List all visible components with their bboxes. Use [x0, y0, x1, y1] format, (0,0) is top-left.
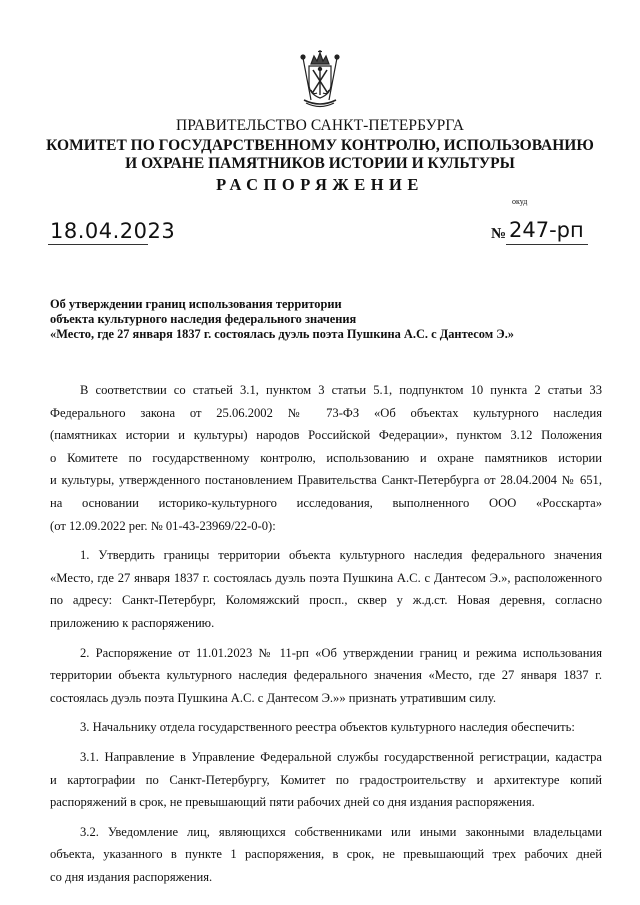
document-date: 18.04.2023	[50, 219, 176, 243]
body-line: «Место, где 27 января 1837 г. состоялась дуэль поэта Пушкина А.С. с Дантесом Э.», расположенного	[50, 570, 602, 585]
body-line: приложению к распоряжению.	[50, 615, 215, 630]
government-title: ПРАВИТЕЛЬСТВО САНКТ-ПЕТЕРБУРГА	[175, 117, 465, 134]
committee-title-line-1: КОМИТЕТ ПО ГОСУДАРСТВЕННОМУ КОНТРОЛЮ, ИСПОЛЬЗОВАНИЮ	[46, 137, 594, 154]
body-paragraph	[50, 821, 602, 889]
body-line: 1. Утвердить границы территории объекта культурного наследия федерального значения	[80, 548, 602, 563]
committee-title-line-2: И ОХРАНЕ ПАМЯТНИКОВ ИСТОРИИ И КУЛЬТУРЫ	[125, 155, 515, 172]
body-line: и культуры, утвержденного постановлением Правительства Санкт-Петербурга от 28.04.2004 № 651,	[50, 473, 602, 488]
body-line: состоялась дуэль поэта Пушкина А.С. с Дантесом Э.»» признать утратившим силу.	[50, 690, 496, 705]
body-line: по адресу: Санкт-Петербург, Коломяжский просп., сквер у ж.д.ст. Новая деревня, согласно	[50, 593, 602, 608]
body-line: на основании историко-культурного исследования, выполненного ООО «Росскарта»	[50, 495, 602, 510]
body-line: и картографии по Санкт-Петербургу, Комитет по градостроительству и архитектуре копий	[50, 772, 602, 787]
saint-petersburg-coat-of-arms-icon	[296, 50, 344, 108]
body-line: 3.1. Направление в Управление Федеральной службы государственной регистрации, кадастра	[80, 749, 602, 764]
body-paragraph	[50, 746, 602, 814]
document-number: 247-рп	[509, 218, 584, 242]
body-paragraph	[50, 544, 602, 634]
body-line: о Комитете по государственному контролю, использованию и охране памятников истории	[50, 450, 602, 465]
body-paragraph	[50, 379, 602, 537]
subject-line: Об утверждении границ использования территории	[50, 297, 342, 311]
subject-line: «Место, где 27 января 1837 г. состоялась дуэль поэта Пушкина А.С. с Дантесом Э.»	[50, 327, 514, 341]
body-line: 2. Распоряжение от 11.01.2023 № 11-рп «Об утверждении границ и режима использования	[80, 645, 602, 660]
body-line: распоряжений в срок, не превышающий пяти рабочих дней со дня издания распоряжения.	[50, 795, 535, 810]
okud-label: окуд	[512, 197, 528, 206]
body-line: В соответствии со статьей 3.1, пунктом 3 статьи 5.1, подпунктом 10 пункта 2 статьи 33	[80, 383, 602, 397]
body-line: (от 12.09.2022 рег. № 01-43-23969/22-0-0):	[50, 518, 276, 533]
subject-line: объекта культурного наследия федерального значения	[50, 312, 357, 326]
body-line: 3.2. Уведомление лиц, являющихся собственниками или иными законными владельцами	[80, 824, 602, 839]
body-paragraph	[50, 642, 602, 710]
number-underline	[506, 244, 588, 245]
body-line: (памятниках истории и культуры) народов Российской Федерации», пунктом 3.12 Положения	[50, 428, 602, 443]
number-sign: №	[491, 226, 507, 242]
body-line: со дня издания распоряжения.	[50, 869, 213, 884]
body-paragraph	[50, 716, 602, 739]
body-line: территории объекта культурного наследия федерального значения «Место, где 27 января 1837 г.	[50, 668, 602, 683]
document-type: РАСПОРЯЖЕНИЕ	[216, 175, 424, 194]
document-subject	[50, 297, 610, 342]
body-line: объекта, указанного в пункте 1 распоряжения, в срок, не превышающий трех рабочих дней	[50, 847, 602, 862]
date-underline	[48, 244, 148, 245]
document-body	[50, 379, 602, 895]
body-line: Федерального закона от 25.06.2002 № 73-ФЗ «Об объектах культурного наследия	[50, 405, 602, 420]
body-line: 3. Начальнику отдела государственного реестра объектов культурного наследия обеспечить:	[80, 720, 575, 735]
